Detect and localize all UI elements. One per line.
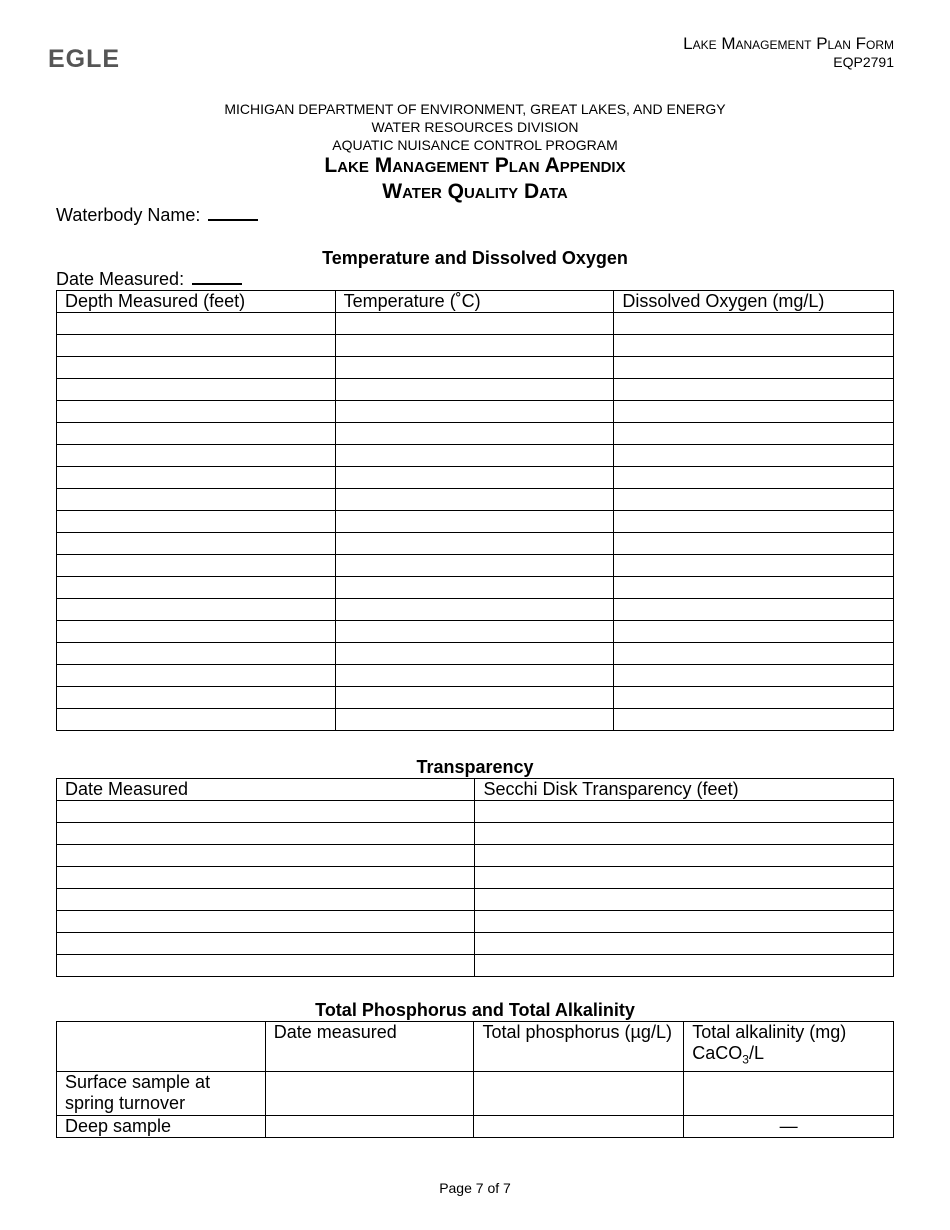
table-cell[interactable]	[57, 423, 336, 445]
table-cell[interactable]	[57, 335, 336, 357]
temp-do-table	[56, 290, 894, 731]
table-cell[interactable]	[335, 401, 614, 423]
form-code: EQP2791	[833, 54, 894, 70]
table-row	[57, 489, 894, 511]
table-row	[57, 1071, 894, 1115]
title-line-1: Lake Management Plan Appendix	[324, 154, 626, 177]
table-row	[57, 709, 894, 731]
table-cell[interactable]	[335, 335, 614, 357]
table-row	[57, 533, 894, 555]
table-cell[interactable]	[57, 845, 475, 867]
table-cell[interactable]	[57, 555, 336, 577]
table-cell[interactable]	[614, 445, 894, 467]
table-cell[interactable]	[57, 533, 336, 555]
table-cell[interactable]	[57, 511, 336, 533]
alkalinity-cell[interactable]	[684, 1071, 894, 1115]
table-cell[interactable]	[57, 867, 475, 889]
table-cell[interactable]	[614, 621, 894, 643]
table-cell[interactable]	[335, 665, 614, 687]
table-header-row	[57, 291, 894, 313]
table-cell[interactable]	[475, 889, 894, 911]
table-row	[57, 1115, 894, 1137]
table-row	[57, 911, 894, 933]
table-cell[interactable]	[335, 621, 614, 643]
form-title: Lake Management Plan Form	[683, 34, 894, 53]
phosphorus-cell[interactable]	[474, 1071, 684, 1115]
program-name: AQUATIC NUISANCE CONTROL PROGRAM	[332, 137, 618, 153]
temp-do-date-input[interactable]	[192, 269, 242, 285]
table-cell[interactable]	[475, 911, 894, 933]
date-cell[interactable]	[265, 1115, 474, 1137]
table-cell[interactable]	[335, 379, 614, 401]
table-cell[interactable]	[475, 933, 894, 955]
header-total-alkalinity	[684, 1022, 894, 1072]
table-cell[interactable]	[335, 511, 614, 533]
table-cell[interactable]	[335, 423, 614, 445]
table-cell[interactable]	[57, 801, 475, 823]
table-row	[57, 555, 894, 577]
table-cell[interactable]	[57, 467, 336, 489]
date-cell[interactable]	[265, 1071, 474, 1115]
table-row	[57, 379, 894, 401]
table-cell[interactable]	[57, 445, 336, 467]
table-row	[57, 643, 894, 665]
waterbody-field	[56, 205, 258, 226]
waterbody-input[interactable]	[208, 205, 258, 221]
table-cell[interactable]	[57, 599, 336, 621]
table-cell[interactable]	[475, 801, 894, 823]
title-line-2: Water Quality Data	[382, 180, 568, 203]
table-row	[57, 687, 894, 709]
row-label: Surface sample at spring turnover	[57, 1071, 266, 1115]
table-row	[57, 599, 894, 621]
table-cell[interactable]	[57, 643, 336, 665]
phosphorus-table	[56, 1021, 894, 1138]
row-label: Deep sample	[57, 1115, 266, 1137]
table-cell[interactable]	[614, 533, 894, 555]
table-cell[interactable]	[475, 867, 894, 889]
table-cell[interactable]	[475, 823, 894, 845]
table-cell[interactable]	[614, 599, 894, 621]
table-cell[interactable]	[614, 335, 894, 357]
transparency-heading: Transparency	[416, 757, 534, 777]
table-cell[interactable]	[57, 889, 475, 911]
table-cell[interactable]	[335, 709, 614, 731]
table-cell[interactable]	[335, 643, 614, 665]
table-cell[interactable]	[614, 379, 894, 401]
table-cell[interactable]	[57, 621, 336, 643]
table-row	[57, 445, 894, 467]
table-row	[57, 357, 894, 379]
department-name: MICHIGAN DEPARTMENT OF ENVIRONMENT, GREAT LAKES, AND ENERGY	[224, 101, 726, 117]
table-row	[57, 467, 894, 489]
transparency-table	[56, 778, 894, 977]
header-date-measured: Date Measured	[57, 779, 475, 801]
table-cell[interactable]	[614, 577, 894, 599]
table-row	[57, 889, 894, 911]
table-row	[57, 955, 894, 977]
table-cell[interactable]	[614, 467, 894, 489]
table-cell[interactable]	[614, 555, 894, 577]
table-cell[interactable]	[335, 357, 614, 379]
temp-do-date-label: Date Measured:	[56, 269, 185, 289]
table-cell[interactable]	[335, 445, 614, 467]
table-cell[interactable]	[335, 533, 614, 555]
table-row	[57, 335, 894, 357]
table-cell[interactable]	[614, 357, 894, 379]
table-cell[interactable]	[57, 313, 336, 335]
logo-text: EGLE	[48, 46, 121, 70]
table-cell[interactable]	[614, 643, 894, 665]
alkalinity-cell: —	[684, 1115, 894, 1137]
header-dissolved-oxygen: Dissolved Oxygen (mg/L)	[614, 291, 894, 313]
waterbody-label: Waterbody Name:	[56, 205, 201, 225]
table-row	[57, 313, 894, 335]
division-name: WATER RESOURCES DIVISION	[371, 119, 579, 135]
table-cell[interactable]	[57, 933, 475, 955]
table-cell[interactable]	[57, 401, 336, 423]
table-cell[interactable]	[335, 555, 614, 577]
table-cell[interactable]	[614, 423, 894, 445]
table-row	[57, 867, 894, 889]
table-row	[57, 933, 894, 955]
table-cell[interactable]	[57, 687, 336, 709]
alkalinity-caco3-label: Total alkalinity (mg) CaCO$_3$/L	[692, 1022, 847, 1067]
table-header-row	[57, 1022, 894, 1072]
table-cell[interactable]	[614, 687, 894, 709]
table-cell[interactable]	[335, 313, 614, 335]
form-title-block	[683, 34, 894, 72]
table-row	[57, 621, 894, 643]
temp-do-heading: Temperature and Dissolved Oxygen	[322, 248, 628, 268]
table-cell[interactable]	[57, 379, 336, 401]
table-row	[57, 845, 894, 867]
header-depth: Depth Measured (feet)	[57, 291, 336, 313]
phosphorus-heading: Total Phosphorus and Total Alkalinity	[315, 1000, 635, 1020]
table-cell[interactable]	[614, 709, 894, 731]
table-cell[interactable]	[57, 665, 336, 687]
header-temperature: Temperature (˚C)	[335, 291, 614, 313]
temp-do-date-field	[56, 269, 242, 290]
table-cell[interactable]	[57, 955, 475, 977]
page-number: Page 7 of 7	[439, 1180, 511, 1196]
table-row	[57, 665, 894, 687]
table-cell[interactable]	[335, 577, 614, 599]
header-secchi: Secchi Disk Transparency (feet)	[475, 779, 894, 801]
table-cell[interactable]	[614, 511, 894, 533]
table-cell[interactable]	[57, 489, 336, 511]
phosphorus-cell[interactable]	[474, 1115, 684, 1137]
table-cell[interactable]	[57, 911, 475, 933]
table-cell[interactable]	[614, 313, 894, 335]
table-cell[interactable]	[614, 401, 894, 423]
table-cell[interactable]	[57, 709, 336, 731]
table-cell[interactable]	[335, 467, 614, 489]
table-cell[interactable]	[614, 665, 894, 687]
page-title	[0, 153, 950, 205]
table-cell[interactable]	[335, 599, 614, 621]
header-blank	[57, 1022, 266, 1072]
table-cell[interactable]	[475, 845, 894, 867]
table-row	[57, 823, 894, 845]
table-row	[57, 577, 894, 599]
table-cell[interactable]	[335, 687, 614, 709]
table-cell[interactable]	[57, 357, 336, 379]
agency-block	[0, 100, 950, 154]
table-cell[interactable]	[57, 823, 475, 845]
header-date-measured: Date measured	[265, 1022, 474, 1072]
egle-logo	[48, 46, 128, 70]
table-cell[interactable]	[475, 955, 894, 977]
table-row	[57, 401, 894, 423]
table-cell[interactable]	[614, 489, 894, 511]
table-row	[57, 801, 894, 823]
table-cell[interactable]	[57, 577, 336, 599]
header-total-phosphorus: Total phosphorus (µg/L)	[474, 1022, 684, 1072]
table-cell[interactable]	[335, 489, 614, 511]
table-header-row	[57, 779, 894, 801]
table-row	[57, 511, 894, 533]
table-row	[57, 423, 894, 445]
